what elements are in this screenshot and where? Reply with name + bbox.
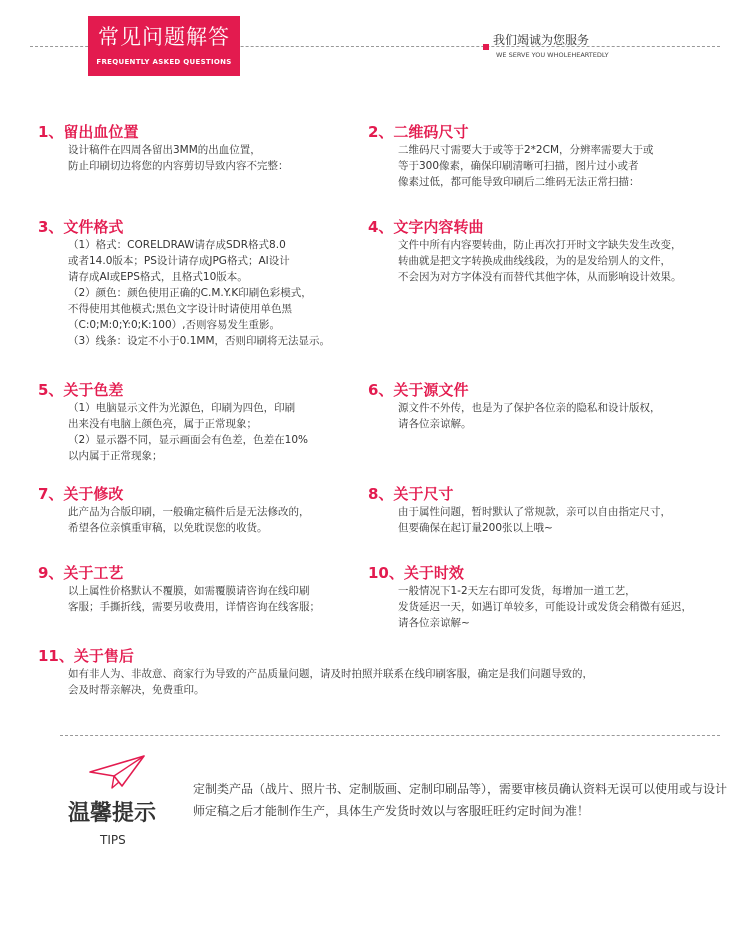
tips-title: 温馨提示 — [68, 801, 157, 826]
faq-item-4 — [368, 217, 682, 285]
faq-item-title: 9、关于工艺 — [38, 564, 124, 582]
faq-item-title: 4、文字内容转曲 — [368, 218, 484, 236]
faq-item-title: 5、关于色差 — [38, 381, 124, 399]
faq-item-title: 3、文件格式 — [38, 218, 124, 236]
tips-text: 定制类产品（战片、照片书、定制版画、定制印刷品等），需要审核员确认资料无误可以使用或与设计师定稿之后才能制作生产，具体生产发货时效以与客服旺旺约定时间为准！ — [193, 782, 728, 818]
faq-item-body: （1）电脑显示文件为光源色，印刷为四色，印刷 出来没有电脑上颜色亮，属于正常现象； （2）显示器不同，显示画面会有色差，色差在10% 以内属于正常现象； — [68, 402, 309, 462]
faq-item-body: 一般情况下1-2天左右即可发货，每增加一道工艺， 发货延迟一天，如遇订单较多，可能设计或发货会稍微有延迟， 请各位亲谅解~ — [398, 585, 692, 629]
faq-item-title: 11、关于售后 — [38, 647, 134, 665]
faq-item-title: 8、关于尺寸 — [368, 485, 454, 503]
faq-title: 常见问题解答 — [98, 25, 230, 49]
faq-item-body: 如有非人为、非故意、商家行为导致的产品质量问题，请及时拍照并联系在线印刷客服，确定是我们问题导致的， 会及时帮亲解决，免费重印。 — [68, 668, 593, 696]
faq-item-title: 10、关于时效 — [368, 564, 464, 582]
faq-item-body: 设计稿件在四周各留出3MM的出血位置， 防止印刷切边将您的内容剪切导致内容不完整： — [68, 144, 289, 172]
faq-item-body: 此产品为合版印刷，一般确定稿件后是无法修改的， 希望各位亲慎重审稿，以免耽误您的收货。 — [68, 506, 310, 534]
faq-badge — [88, 16, 240, 76]
faq-item-body: （1）格式：CORELDRAW请存成SDR格式8.0 或者14.0版本；PS设计请存成JPG格式；AI设计 请存成AI或EPS格式，且格式10版本。 （2）颜色：颜色使用正确的C.M.Y.K印刷色彩模式， 不得使用其他模式;黑色文字设计时请使用单色黑 （C:0;M:0;Y:0;K:100）,否则容易发生重影。 （3）线条：设定不小于0.1MM，否则印刷将无法显示。 — [68, 239, 330, 347]
faq-item-title: 2、二维码尺寸 — [368, 123, 469, 141]
faq-item-5 — [38, 380, 308, 464]
faq-item-body: 由于属性问题，暂时默认了常规款，亲可以自由指定尺寸， 但要确保在起订量200张以上哦~ — [398, 506, 671, 534]
faq-item-1 — [38, 122, 289, 174]
tips-subtitle: TIPS — [100, 833, 126, 847]
paper-plane-icon — [86, 752, 148, 792]
faq-item-10 — [368, 563, 692, 631]
faq-item-body: 源文件不外传，也是为了保护各位亲的隐私和设计版权， 请各位亲谅解。 — [398, 402, 661, 430]
tips-divider — [60, 735, 720, 736]
faq-item-body: 文件中所有内容要转曲，防止再次打开时文字缺失发生改变， 转曲就是把文字转换成曲线线段，为的是发给别人的文件， 不会因为对方字体没有而替代其他字体，从而影响设计效果。 — [398, 239, 682, 283]
faq-item-2 — [368, 122, 654, 190]
faq-item-body: 二维码尺寸需要大于或等于2*2CM，分辨率需要大于或 等于300像素，确保印刷清晰可扫描，图片过小或者 像素过低，都可能导致印刷后二维码无法正常扫描： — [398, 144, 654, 188]
faq-item-9 — [38, 563, 320, 615]
faq-item-8 — [368, 484, 671, 536]
slogan-en: WE SERVE YOU WHOLEHEARTEDLY — [496, 51, 609, 59]
faq-subtitle: FREQUENTLY ASKED QUESTIONS — [96, 58, 232, 66]
faq-item-title: 6、关于源文件 — [368, 381, 469, 399]
faq-item-7 — [38, 484, 310, 536]
slogan-square-icon — [483, 44, 489, 50]
faq-item-6 — [368, 380, 661, 432]
faq-item-title: 7、关于修改 — [38, 485, 124, 503]
slogan-cn: 我们竭诚为您服务 — [493, 33, 590, 47]
faq-item-3 — [38, 217, 330, 349]
faq-item-11 — [38, 646, 593, 698]
faq-item-body: 以上属性价格默认不覆膜，如需覆膜请咨询在线印刷 客服；手撕折线，需要另收费用，详情咨询在线客服； — [68, 585, 320, 613]
faq-item-title: 1、留出血位置 — [38, 123, 139, 141]
